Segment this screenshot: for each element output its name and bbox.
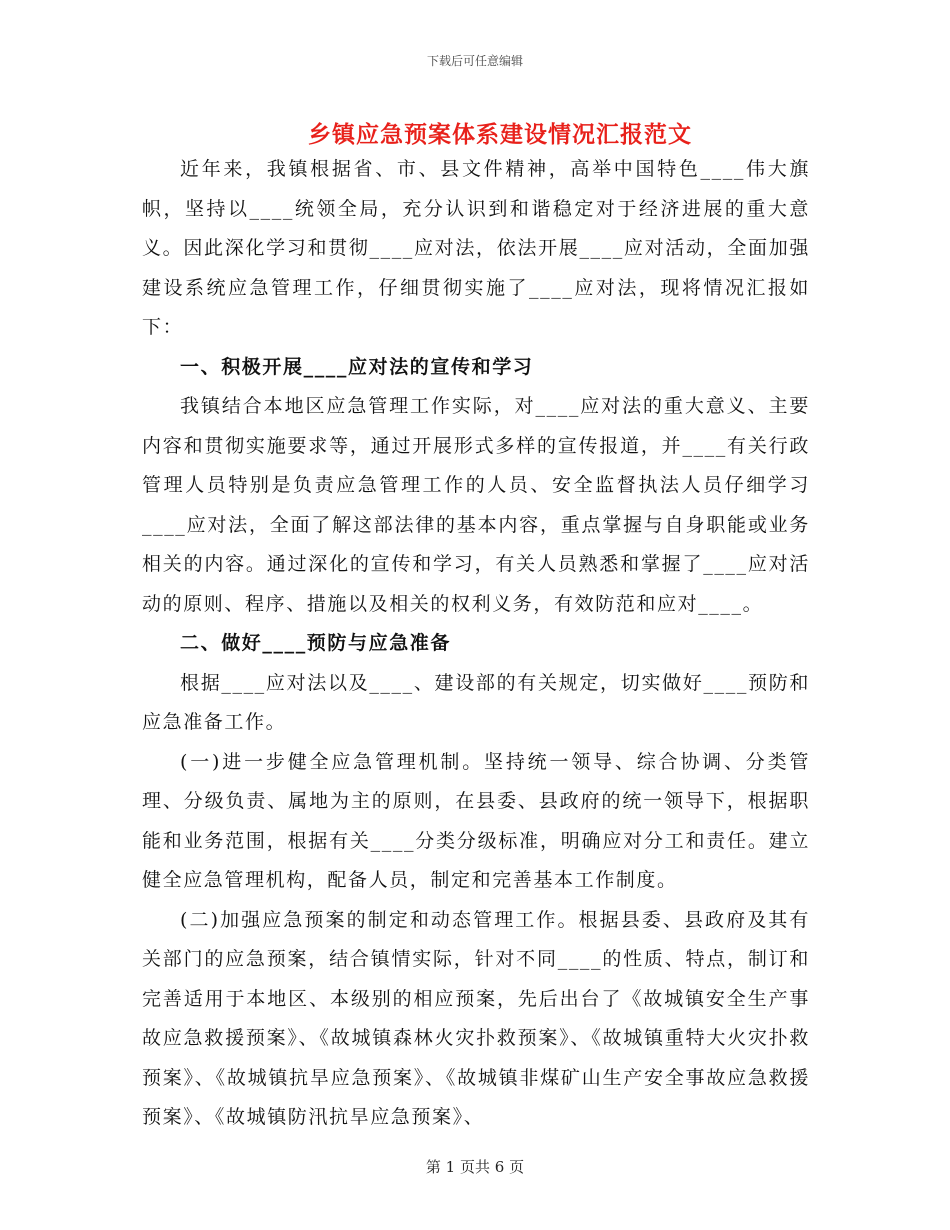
intro-paragraph: 近年来，我镇根据省、市、县文件精神，高举中国特色____伟大旗帜，坚持以____统领全局，充分认识到和谐稳定对于经济进展的重大意义。因此深化学习和贯彻____应对法，依法开展____应对活动，全面加强建设系统应急管理工作，仔细贯彻实施了____应对法，现将情况汇报如下： (142, 158, 810, 338)
page-header-note: 下载后可任意编辑 (426, 54, 523, 68)
section-2-paragraph-3: (二)加强应急预案的制定和动态管理工作。根据县委、县政府及其有关部门的应急预案，结合镇情实际，针对不同____的性质、特点，制订和完善适用于本地区、本级别的相应预案，先后出台了《故城镇安全生产事故应急救援预案》、《故城镇森林火灾扑救预案》、《故城镇重特大火灾扑救预案》、《故城镇抗旱应急预案》、《故城镇非煤矿山生产安全事故应急救援预案》、《故城镇防汛抗旱应急预案》、 (142, 908, 810, 1128)
document-title: 乡镇应急预案体系建设情况汇报范文 (308, 121, 692, 148)
document-body (142, 150, 810, 1138)
section-1-paragraph: 我镇结合本地区应急管理工作实际，对____应对法的重大意义、主要内容和贯彻实施要求等，通过开展形式多样的宣传报道，并____有关行政管理人员特别是负责应急管理工作的人员、安全监督执法人员仔细学习____应对法，全面了解这部法律的基本内容，重点掌握与自身职能或业务相关的内容。通过深化的宣传和学习，有关人员熟悉和掌握了____应对活动的原则、程序、措施以及相关的权利义务，有效防范和应对____。 (142, 395, 810, 615)
page-number: 第 1 页共 6 页 (425, 1158, 525, 1176)
section-2-heading: 二、做好____预防与应急准备 (180, 632, 452, 654)
section-1-heading: 一、积极开展____应对法的宣传和学习 (180, 355, 534, 378)
section-2-paragraph-2: (一)进一步健全应急管理机制。坚持统一领导、综合协调、分类管理、分级负责、属地为主的原则，在县委、县政府的统一领导下，根据职能和业务范围，根据有关____分类分级标准，明确应对分工和责任。建立健全应急管理机构，配备人员，制定和完善基本工作制度。 (142, 750, 810, 891)
section-2-paragraph-1: 根据____应对法以及____、建设部的有关规定，切实做好____预防和应急准备工作。 (142, 671, 810, 733)
